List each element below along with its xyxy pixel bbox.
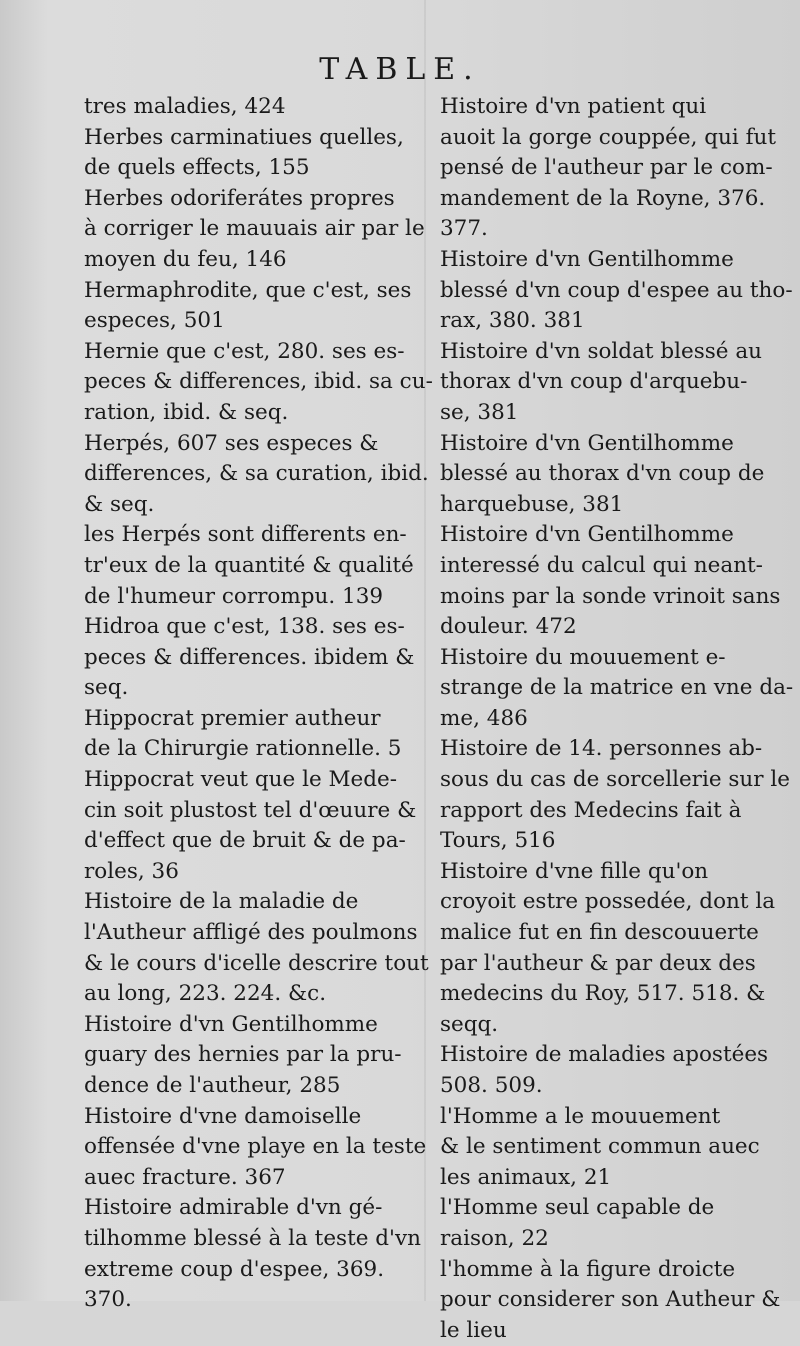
index-line: Histoire de maladies apostées	[440, 1042, 769, 1068]
right-column	[440, 92, 794, 1346]
index-line: Histoire d'vne damoiselle	[84, 1103, 362, 1129]
index-line: Histoire de la maladie de	[84, 889, 359, 915]
index-line: sous du cas de sorcellerie sur le	[440, 767, 790, 793]
index-line: les animaux, 21	[440, 1164, 612, 1190]
index-line: blessé au thorax d'vn coup de	[440, 461, 765, 487]
index-line: au long, 223. 224. &c.	[84, 981, 327, 1007]
index-line: moyen du feu, 146	[84, 246, 287, 272]
index-line: Herpés, 607 ses especes &	[84, 430, 379, 456]
index-line: offensée d'vne playe en la teste	[84, 1134, 427, 1160]
index-line: l'Autheur affligé des poulmons	[84, 920, 418, 946]
index-line: guary des hernies par la pru-	[84, 1042, 402, 1068]
index-line: tr'eux de la quantité & qualité	[84, 552, 414, 578]
index-line: Histoire d'vn Gentilhomme	[440, 246, 734, 272]
index-line: peces & differences, ibid. sa cu-	[84, 369, 433, 395]
index-line: tres maladies, 424	[84, 94, 286, 119]
index-line: moins par la sonde vrinoit sans	[440, 583, 781, 609]
index-line: Histoire d'vn Gentilhomme	[84, 1011, 378, 1037]
index-line: blessé d'vn coup d'espee au tho-	[440, 277, 793, 303]
index-line: les Herpés sont differents en-	[84, 522, 407, 548]
index-line: auoit la gorge couppée, qui fut	[440, 124, 777, 150]
index-line: Histoire du mouuement e-	[440, 644, 726, 670]
index-line: 508. 509.	[440, 1073, 543, 1098]
index-line: se, 381	[440, 399, 519, 425]
index-line: Herbes carminatiues quelles,	[84, 124, 404, 150]
index-line: Histoire d'vn soldat blessé au	[440, 338, 763, 364]
index-line: pour considerer son Autheur &	[440, 1287, 781, 1313]
index-line: & le cours d'icelle descrire tout	[84, 950, 429, 976]
index-line: differences, & sa curation, ibid.	[84, 461, 429, 487]
index-line: auec fracture. 367	[84, 1164, 286, 1190]
index-line: d'effect que de bruit & de pa-	[84, 828, 406, 854]
index-line: me, 486	[440, 705, 528, 731]
index-line: extreme coup d'espee, 369.	[84, 1256, 385, 1282]
index-line: & seq.	[84, 491, 155, 517]
index-line: de quels effects, 155	[84, 155, 310, 181]
index-line: douleur. 472	[440, 614, 577, 640]
index-line: Hippocrat premier autheur	[84, 705, 381, 731]
index-line: Herbes odoriferátes propres	[84, 185, 395, 211]
index-line: especes, 501	[84, 308, 225, 334]
index-line: le lieu	[440, 1317, 507, 1343]
index-line: 370.	[84, 1287, 132, 1313]
index-line: raison, 22	[440, 1225, 549, 1251]
index-line: l'Homme a le mouuement	[440, 1103, 721, 1129]
index-line: seq.	[84, 675, 129, 701]
index-line: croyoit estre possedée, dont la	[440, 889, 776, 915]
index-line: ration, ibid. & seq.	[84, 399, 289, 425]
index-line: de l'humeur corrompu. 139	[84, 583, 384, 609]
index-line: Histoire d'vn patient qui	[440, 94, 707, 119]
index-line: Tours, 516	[440, 828, 556, 854]
index-line: cin soit plustost tel d'œuure &	[84, 797, 417, 823]
page-header: TABLE.	[319, 52, 481, 87]
index-line: à corriger le mauuais air par le	[84, 216, 425, 242]
index-line: Histoire d'vn Gentilhomme	[440, 522, 734, 548]
index-line: seqq.	[440, 1011, 499, 1037]
index-line: Hermaphrodite, que c'est, ses	[84, 277, 412, 303]
index-line: Histoire de 14. personnes ab-	[440, 736, 763, 762]
index-line: & le sentiment commun auec	[440, 1134, 760, 1160]
index-line: Hernie que c'est, 280. ses es-	[84, 338, 405, 364]
index-line: par l'autheur & par deux des	[440, 950, 756, 976]
index-line: rapport des Medecins fait à	[440, 797, 742, 823]
index-line: l'Homme seul capable de	[440, 1195, 715, 1221]
index-line: thorax d'vn coup d'arquebu-	[440, 369, 748, 395]
index-line: Histoire d'vn Gentilhomme	[440, 430, 734, 456]
index-line: de la Chirurgie rationnelle. 5	[84, 736, 402, 762]
index-line: Hippocrat veut que le Mede-	[84, 767, 397, 793]
index-line: Histoire admirable d'vn gé-	[84, 1195, 383, 1221]
page-fold	[424, 0, 426, 1301]
index-line: mandement de la Royne, 376.	[440, 185, 766, 211]
left-column	[84, 92, 433, 1316]
index-line: dence de l'autheur, 285	[84, 1073, 341, 1098]
index-line: tilhomme blessé à la teste d'vn	[84, 1225, 421, 1251]
index-line: pensé de l'autheur par le com-	[440, 155, 773, 181]
index-line: medecins du Roy, 517. 518. &	[440, 981, 766, 1007]
index-line: rax, 380. 381	[440, 308, 585, 334]
index-line: malice fut en fin descouuerte	[440, 920, 759, 946]
index-line: harquebuse, 381	[440, 491, 624, 517]
index-line: Hidroa que c'est, 138. ses es-	[84, 614, 405, 640]
index-line: interessé du calcul qui neant-	[440, 552, 763, 578]
index-line: peces & differences. ibidem &	[84, 644, 415, 670]
index-line: l'homme à la figure droicte	[440, 1256, 736, 1282]
index-line: strange de la matrice en vne da-	[440, 675, 794, 701]
index-line: 377.	[440, 216, 488, 242]
index-line: Histoire d'vne fille qu'on	[440, 858, 709, 884]
index-line: roles, 36	[84, 858, 179, 884]
